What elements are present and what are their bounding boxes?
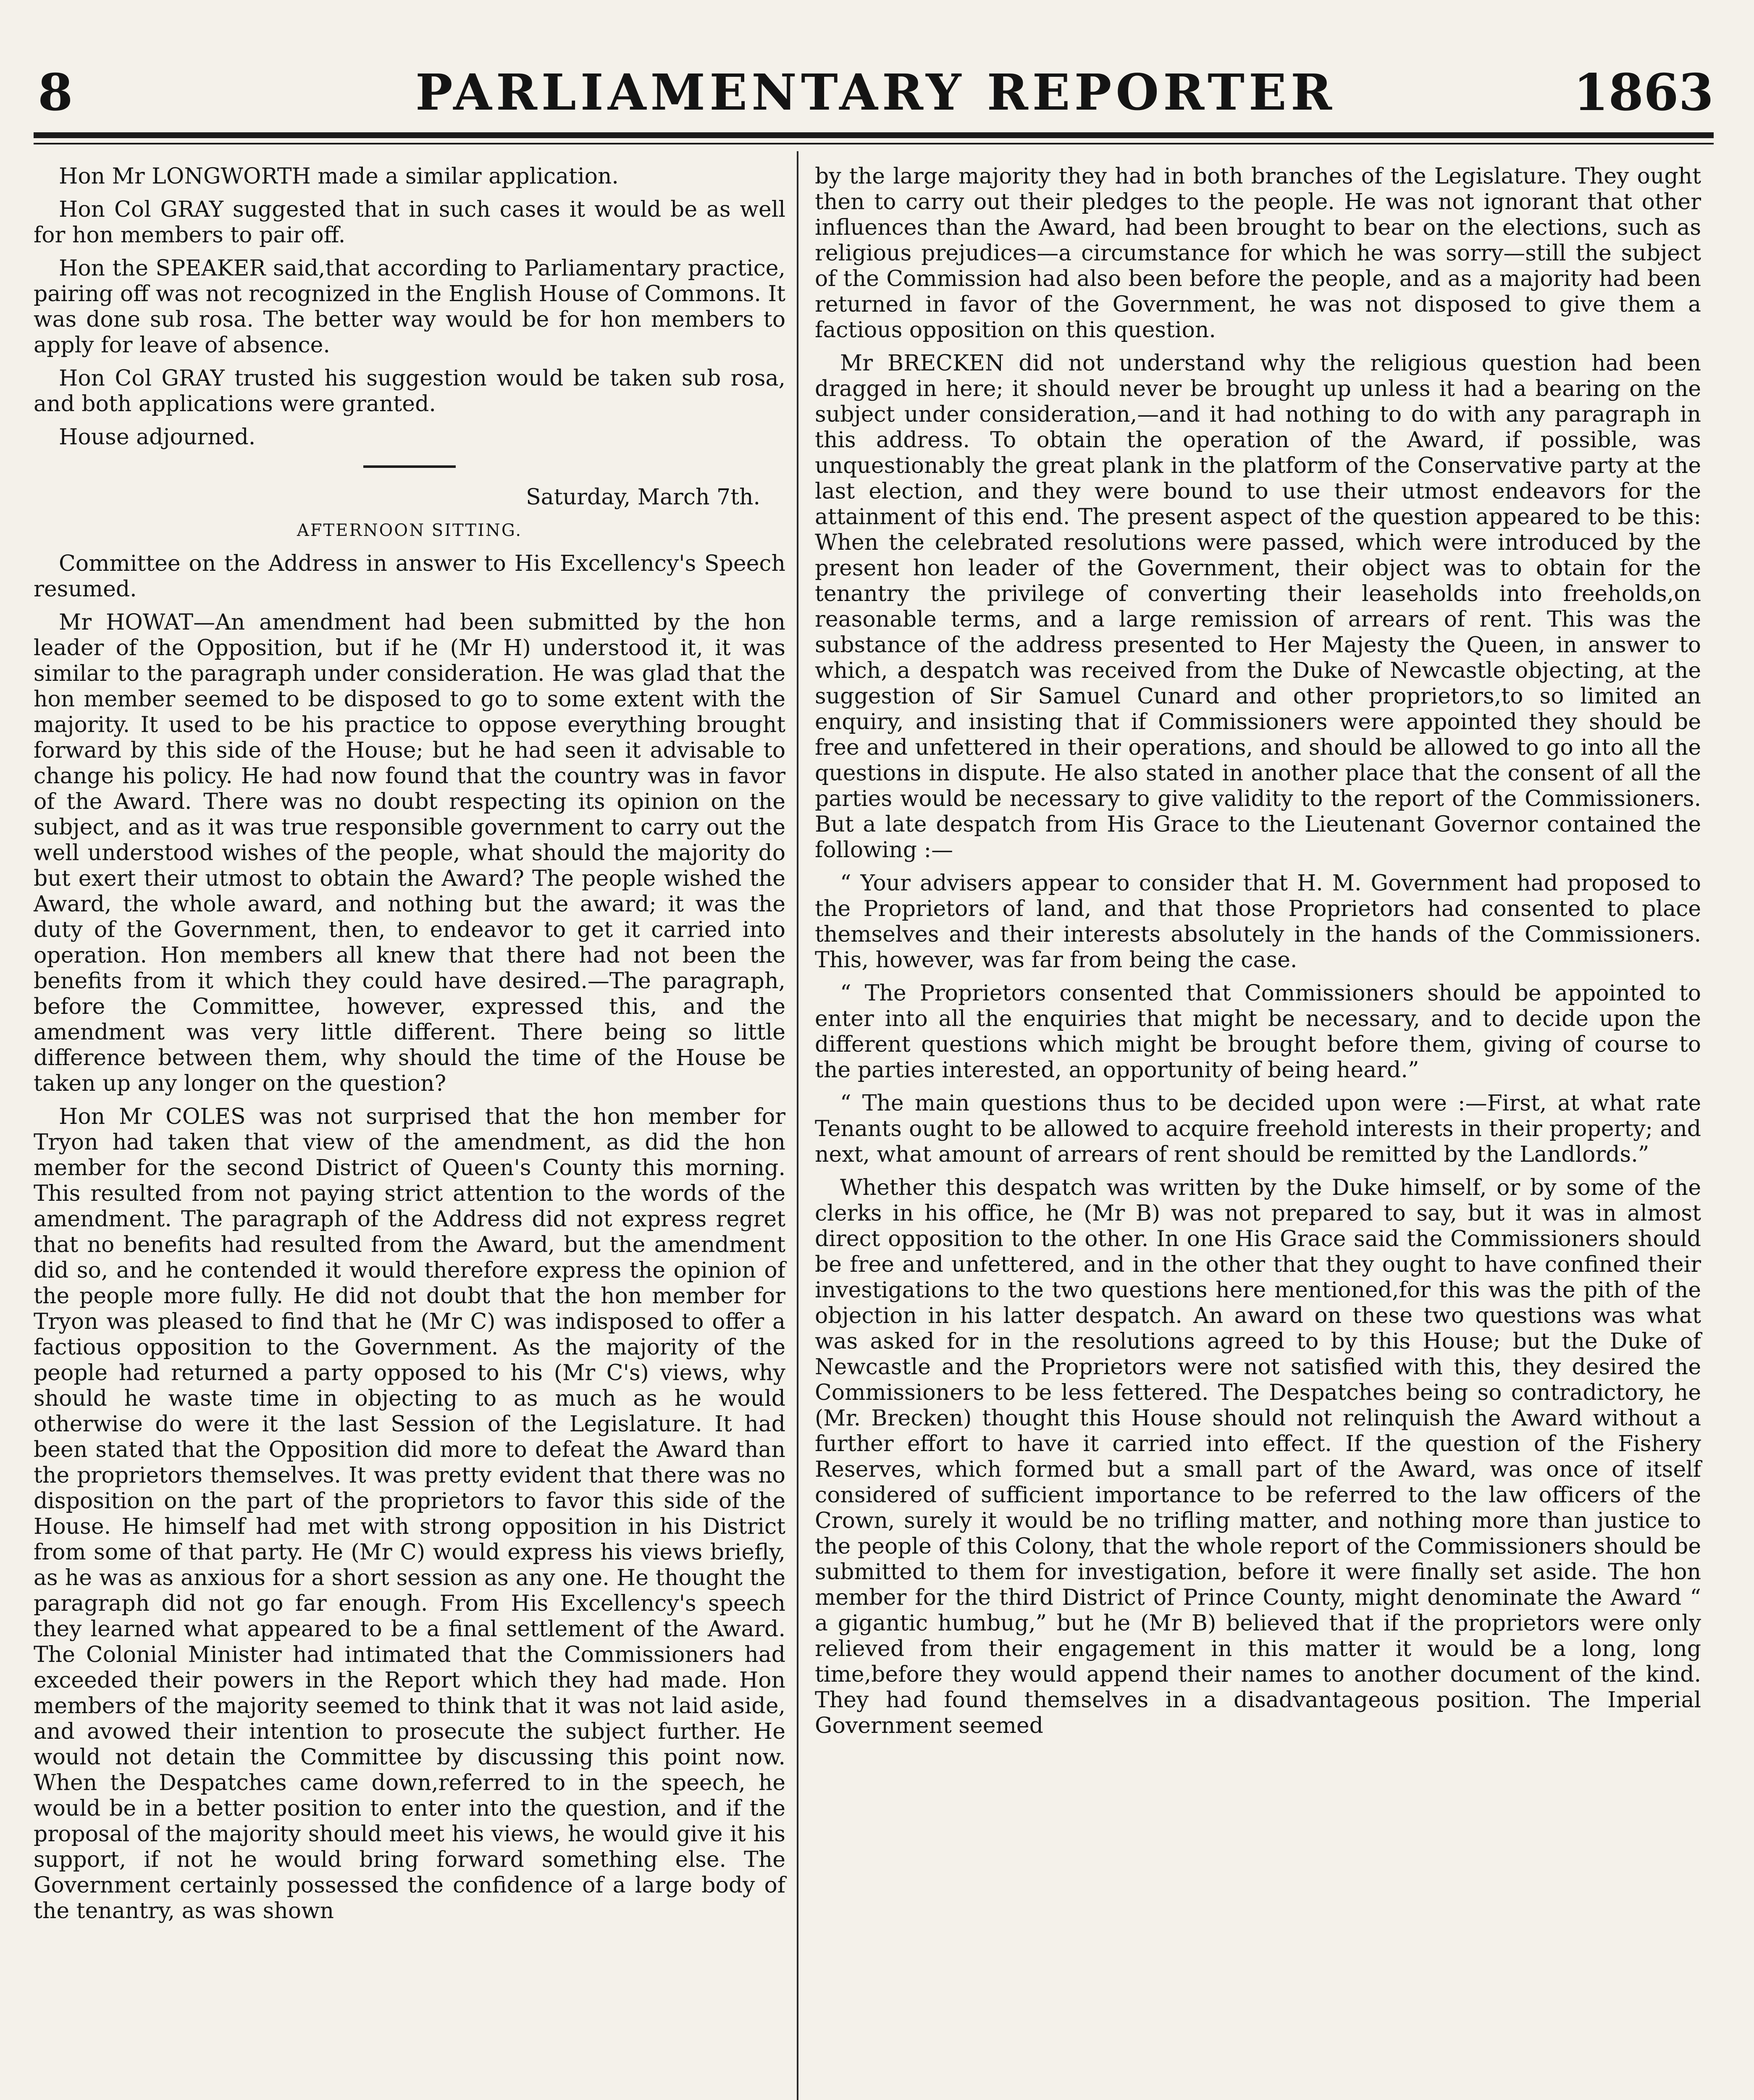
quoted-paragraph: “ The main questions thus to be decided upon were :—First, at what rate Tenants ought to be allowed to acquire freehold interests in their property; and next, what amount of arrears of rent should be remitted by the Landlords.” xyxy=(815,1091,1701,1167)
paragraph: Committee on the Address in answer to His Excellency's Speech resumed. xyxy=(34,551,785,602)
paragraph: Hon Mr COLES was not surprised that the hon member for Tryon had taken that view of the amendment, as did the hon member for the second District of Queen's County this morning. This resulted from not paying strict attention to the words of the amendment. The paragraph of the Address did not express regret that no benefits had resulted from the Award, but the amendment did so, and he contended it would therefore express the opinion of the people more fully. He did not doubt that the hon member for Tryon was pleased to find that he (Mr C) was indisposed to offer a factious opposition to the Government. As the majority of the people had returned a party opposed to his (Mr C's) views, why should he waste time in objecting to as much as he would otherwise do were it the last Session of the Legislature. It had been stated that the Opposition did more to defeat the Award than the proprietors themselves. It was pretty evident that there was no disposition on the part of the proprietors to favor this side of the House. He himself had met with strong opposition in his District from some of that party. He (Mr C) would express his views briefly, as he was as anxious for a short session as any one. He thought the paragraph did not go far enough. From His Excellency's speech they learned what appeared to be a final settlement of the Award. The Colonial Minister had intimated that the Commissioners had exceeded their powers in the Report which they had made. Hon members of the majority seemed to think that it was not laid aside, and avowed their intention to prosecute the subject further. He would not detain the Committee by discussing this point now. When the Despatches came down,referred to in the speech, he would be in a better position to enter into the question, and if the proposal of the majority should meet his views, he would give it his support, if not he would bring forward something else. The Government certainly possessed the confidence of a large body of the tenantry, as was shown xyxy=(34,1104,785,1924)
publication-title: PARLIAMENTARY REPORTER xyxy=(415,63,1336,121)
paragraph: Hon the SPEAKER said,that according to Parliamentary practice, pairing off was not recognized in the English House of Commons. It was done sub rosa. The better way would be for hon members to apply for leave of absence. xyxy=(34,256,785,358)
paragraph: Hon Mr LONGWORTH made a similar application. xyxy=(59,164,619,189)
paragraph: Mr BRECKEN did not understand why the religious question had been dragged in here; it should never be brought up unless it had a bearing on the subject under consideration,—and it had nothing to do with any paragraph in this address. To obtain the operation of the Award, if possible, was unquestionably the great plank in the platform of the Conservative party at the last election, and they were bound to use their utmost endeavors for the attainment of this end. The present aspect of the question appeared to be this: When the celebrated resolutions were passed, which were introduced by the present hon leader of the Government, their object was to obtain for the tenantry the privilege of converting their leaseholds into freeholds,on reasonable terms, and a large remission of arrears of rent. This was the substance of the address presented to Her Majesty the Queen, in answer to which, a despatch was received from the Duke of Newcastle objecting, at the suggestion of Sir Samuel Cunard and other proprietors,to so limited an enquiry, and insisting that if Commissioners were appointed they should be free and unfettered in their operations, and should be allowed to go into all the questions in dispute. He also stated in another place that the consent of all the parties would be necessary to give validity to the report of the Commissioners. But a late despatch from His Grace to the Lieutenant Governor contained the following :— xyxy=(815,351,1701,863)
right-column xyxy=(815,164,1701,1746)
paragraph: House adjourned. xyxy=(59,425,256,450)
sitting-heading: AFTERNOON SITTING. xyxy=(297,521,523,540)
dateline: Saturday, March 7th. xyxy=(526,485,760,510)
paragraph: Hon Col GRAY trusted his suggestion would be taken sub rosa, and both applications were granted. xyxy=(34,366,785,417)
publication-year: 1863 xyxy=(1573,63,1714,122)
page-header xyxy=(38,63,1714,139)
left-column xyxy=(34,164,785,1932)
page-number: 8 xyxy=(38,63,73,122)
paragraph: Hon Col GRAY suggested that in such cases it would be as well for hon members to pair off. xyxy=(34,197,785,248)
header-rule-thick xyxy=(34,132,1714,138)
quoted-paragraph: “ The Proprietors consented that Commissioners should be appointed to enter into all the enquiries that might be necessary, and to decide upon the different questions which might be brought before them, giving of course to the parties interested, an opportunity of being heard.” xyxy=(815,981,1701,1083)
paragraph: by the large majority they had in both branches of the Legislature. They ought then to carry out their pledges to the people. He was not ignorant that other influences than the Award, had been brought to bear on the elections, such as religious prejudices—a circumstance for which he was sorry—still the subject of the Commission had also been before the people, and as a majority had been returned in favor of the Government, he was not disposed to give them a factious opposition on this question. xyxy=(815,164,1701,343)
column-divider xyxy=(797,151,798,2100)
header-rule-thin xyxy=(34,143,1714,144)
quoted-paragraph: “ Your advisers appear to consider that H. M. Government had proposed to the Proprietors of land, and that those Proprietors had consented to place themselves and their interests absolutely in the hands of the Commissioners. This, however, was far from being the case. xyxy=(815,871,1701,973)
paragraph: Whether this despatch was written by the Duke himself, or by some of the clerks in his office, he (Mr B) was not prepared to say, but it was in almost direct opposition to the other. In one His Grace said the Commissioners should be free and unfettered, and in the other that they ought to have confined their investigations to the two questions here mentioned,for this was the pith of the objection in his latter despatch. An award on these two questions was what was asked for in the resolutions agreed to by this House; but the Duke of Newcastle and the Proprietors were not satisfied with this, they desired the Commissioners to be less fettered. The Despatches being so contradictory, he (Mr. Brecken) thought this House should not relinquish the Award without a further effort to have it carried into effect. If the question of the Fishery Reserves, which formed but a small part of the Award, was once of itself considered of sufficient importance to be referred to the law officers of the Crown, surely it would be no trifling matter, and nothing more than justice to the people of this Colony, that the whole report of the Commissioners should be submitted to them for investigation, before it were finally set aside. The hon member for the third District of Prince County, might denominate the Award “ a gigantic humbug,” but he (Mr B) believed that if the proprietors were only relieved from their engagement in this matter it would be a long, long time,before they would append their names to another document of the kind. They had found themselves in a disadvantageous position. The Imperial Government seemed xyxy=(815,1175,1701,1738)
paragraph: Mr HOWAT—An amendment had been submitted by the hon leader of the Opposition, but if he (Mr H) understood it, it was similar to the paragraph under consideration. He was glad that the hon member seemed to be disposed to go to some extent with the majority. It used to be his practice to oppose everything brought forward by this side of the House; but he had seen it advisable to change his policy. He had now found that the country was in favor of the Award. There was no doubt respecting its opinion on the subject, and as it was true responsible government to carry out the well understood wishes of the people, what should the majority do but exert their utmost to obtain the Award? The people wished the Award, the whole award, and nothing but the award; it was the duty of the Government, then, to endeavor to get it carried into operation. Hon members all knew that there had not been the benefits from it which they could have desired.—The paragraph, before the Committee, however, expressed this, and the amendment was very little different. There being so little difference between them, why should the time of the House be taken up any longer on the question? xyxy=(34,610,785,1096)
section-separator xyxy=(363,465,456,468)
